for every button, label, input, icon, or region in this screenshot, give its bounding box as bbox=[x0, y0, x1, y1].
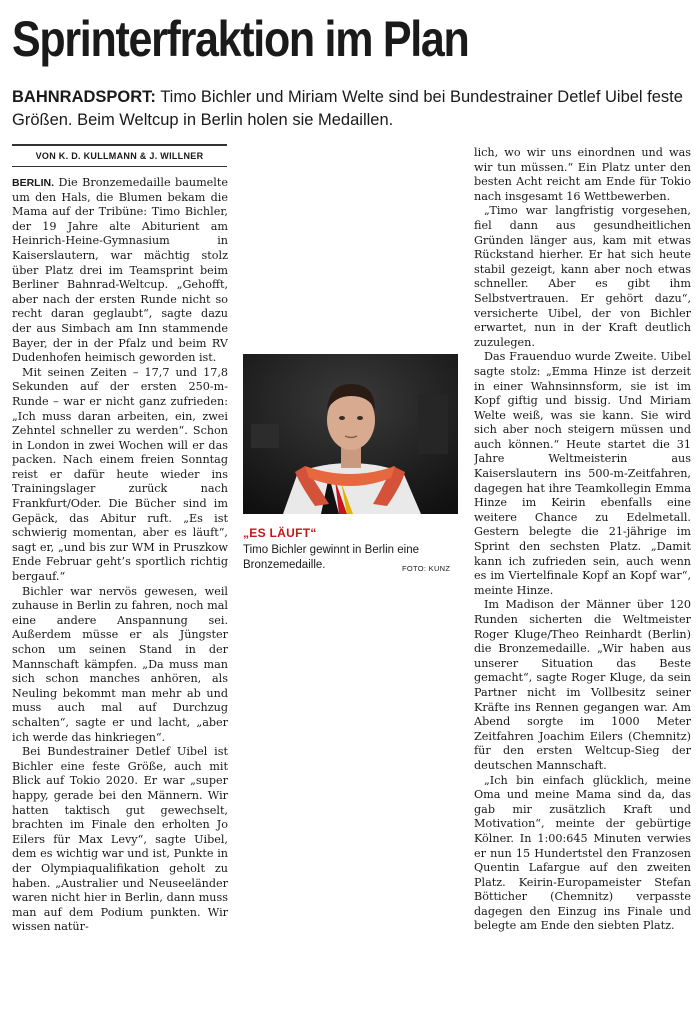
paragraph: „Ich bin einfach glücklich, meine Oma und meine Mama sind da, das gab mir zusätzlich Kraft und Motivation“, meinte der gebürtige Kölner. In 1:00:645 Minuten verwies er nun 15 Hundertstel den Franzosen Quentin Lafargue auf den zweiten Platz. Keirin-Europameister Stefan Bötticher (Chemnitz) verpasste dagegen den Einzug ins Finale und belegte am Ende den siebten Platz. bbox=[474, 773, 691, 933]
paragraph bbox=[12, 176, 228, 366]
paragraph: Mit seinen Zeiten – 17,7 und 17,8 Sekunden auf der ersten 250-m-Runde – war er nicht ganz zufrieden: „Ich muss daran arbeiten, ein, zwei Zehntel schneller zu werden“. Schon in London in zwei Wochen will er das packen. Nach einem freien Sonntag reist er dafür heute wieder ins Trainingslager zurück nach Frankfurt/Oder. Die Bücher sind im Gepäck, das Abitur ruft. „Es ist schwierig momentan, aber es läuft“, sagt er, „und bis zur WM in Pruszkow Ende Februar geht’s sportlich richtig bergauf.“ bbox=[12, 365, 228, 584]
article-column-3 bbox=[474, 146, 691, 966]
subheadline bbox=[12, 86, 692, 132]
paragraph: Im Madison der Männer über 120 Runden sicherten die Weltmeister Roger Kluge/Theo Reinhardt (Berlin) die Bronzemedaille. „Wir haben aus unserer Situation das Beste gemacht“, sagte Roger Kluge, da sein Partner nicht im Vollbesitz seiner Kräfte ins Rennen gegangen war. Am Abend sorgte im 1000 Meter Zeitfahren Joachim Eilers (Chemnitz) für den ersten Weltcup-Sieg der deutschen Mannschaft. bbox=[474, 598, 691, 772]
dateline: BERLIN. bbox=[12, 177, 54, 189]
paragraph: Bei Bundestrainer Detlef Uibel ist Bichler eine feste Größe, auch mit Blick auf Tokio 2020. Er war „super happy, gerade bei den Männern. Wir hatten taktisch gut gewechselt, brachten im Finale den erholten Jo Eilers für Max Levy“, sagte Uibel, dem es wichtig war und ist, Punkte in der Olympiaqualifikation geholt zu haben. „Australier und Neuseeländer waren nicht hier in Berlin, dann muss man auf dem Podium punkten. Wir wissen natür- bbox=[12, 745, 228, 934]
kicker: BAHNRADSPORT: bbox=[12, 88, 156, 106]
paragraph: Bichler war nervös gewesen, weil zuhause in Berlin zu fahren, noch mal eine andere Anspannung sei. Außerdem müsse er als Jüngster schon um seinen Stand in der Mannschaft kämpfen. „Da muss man sich schon manches anhören, als Neuling bekommt man mehr ab und muss auch mal auf Durchzug schalten“, sagte er und lacht, „aber ich werde das hinkriegen“. bbox=[12, 584, 228, 744]
headline: Sprinterfraktion im Plan bbox=[12, 11, 469, 67]
paragraph: Das Frauenduo wurde Zweite. Uibel sagte stolz: „Emma Hinze ist derzeit in einer Wahnsinnsform, sie ist im Kopf giftig und bissig. Und Miriam Welte weiß, was sie kann. Sie wird sich aber noch steigern müssen und auch können.“ Heute startet die 31 Jahre Weltmeisterin aus Kaiserslautern ins 500-m-Zeitfahren, dagegen hat ihre Teamkollegin Emma Hinze im Keirin ebenfalls eine weitere Chance zu Edelmetall. Gestern belegte die 21-jährige im Sprint den sechsten Platz. „Damit kann ich zufrieden sein, auch wenn es im Viertelfinale Kopf an Kopf war“, meinte Hinze. bbox=[474, 350, 691, 597]
photo-credit: FOTO: KUNZ bbox=[402, 564, 451, 573]
paragraph: „Timo war langfristig vorgesehen, fiel dann aus gesundheitlichen Gründen länger aus, kam mit etwas Rückstand hierher. Er hat sich heute stabil gezeigt, kann aber noch etwas schneller. Aber es gibt ihm Selbstvertrauen. Er gehört dazu“, versicherte Uibel, der von Bichler erwartet, nun in der Kraft deutlich zuzulegen. bbox=[474, 204, 691, 349]
article-column-1 bbox=[12, 176, 228, 966]
paragraph-text: Die Bronzemedaille baumelte um den Hals, die Blumen bekam die Mama auf der Tribüne: Timo Bichler, der 19 Jahre alte Abiturient am Heinrich-Heine-Gymnasium in Kaiserslautern, war mächtig stolz über Platz drei im Teamsprint beim Berliner Bahnrad-Weltcup. „Gehofft, aber nach der ersten Runde nicht so recht daran geglaubt“, sagte dazu der aus Simbach am Inn stammende Bayer, der in der Pfalz und beim RV Dudenhofen heimisch geworden ist. bbox=[12, 176, 228, 365]
article-photo bbox=[243, 354, 458, 514]
cyclist-photo-image bbox=[243, 354, 458, 514]
caption-text: Timo Bichler gewinnt in Berlin eine Bronzemedaille. bbox=[243, 544, 419, 571]
subheadline-text: Timo Bichler und Miriam Welte sind bei Bundestrainer Detlef Uibel feste Größen. Beim Weltcup in Berlin holen sie Medaillen. bbox=[12, 88, 683, 129]
caption-title: „ES LÄUFT“ bbox=[243, 526, 317, 540]
paragraph: lich, wo wir uns einordnen und was wir tun müssen.“ Ein Platz unter den besten Acht reicht am Ende für Tokio nach insgesamt 16 Wettbewerben. bbox=[474, 146, 691, 203]
byline: VON K. D. KULLMANN & J. WILLNER bbox=[12, 144, 227, 167]
